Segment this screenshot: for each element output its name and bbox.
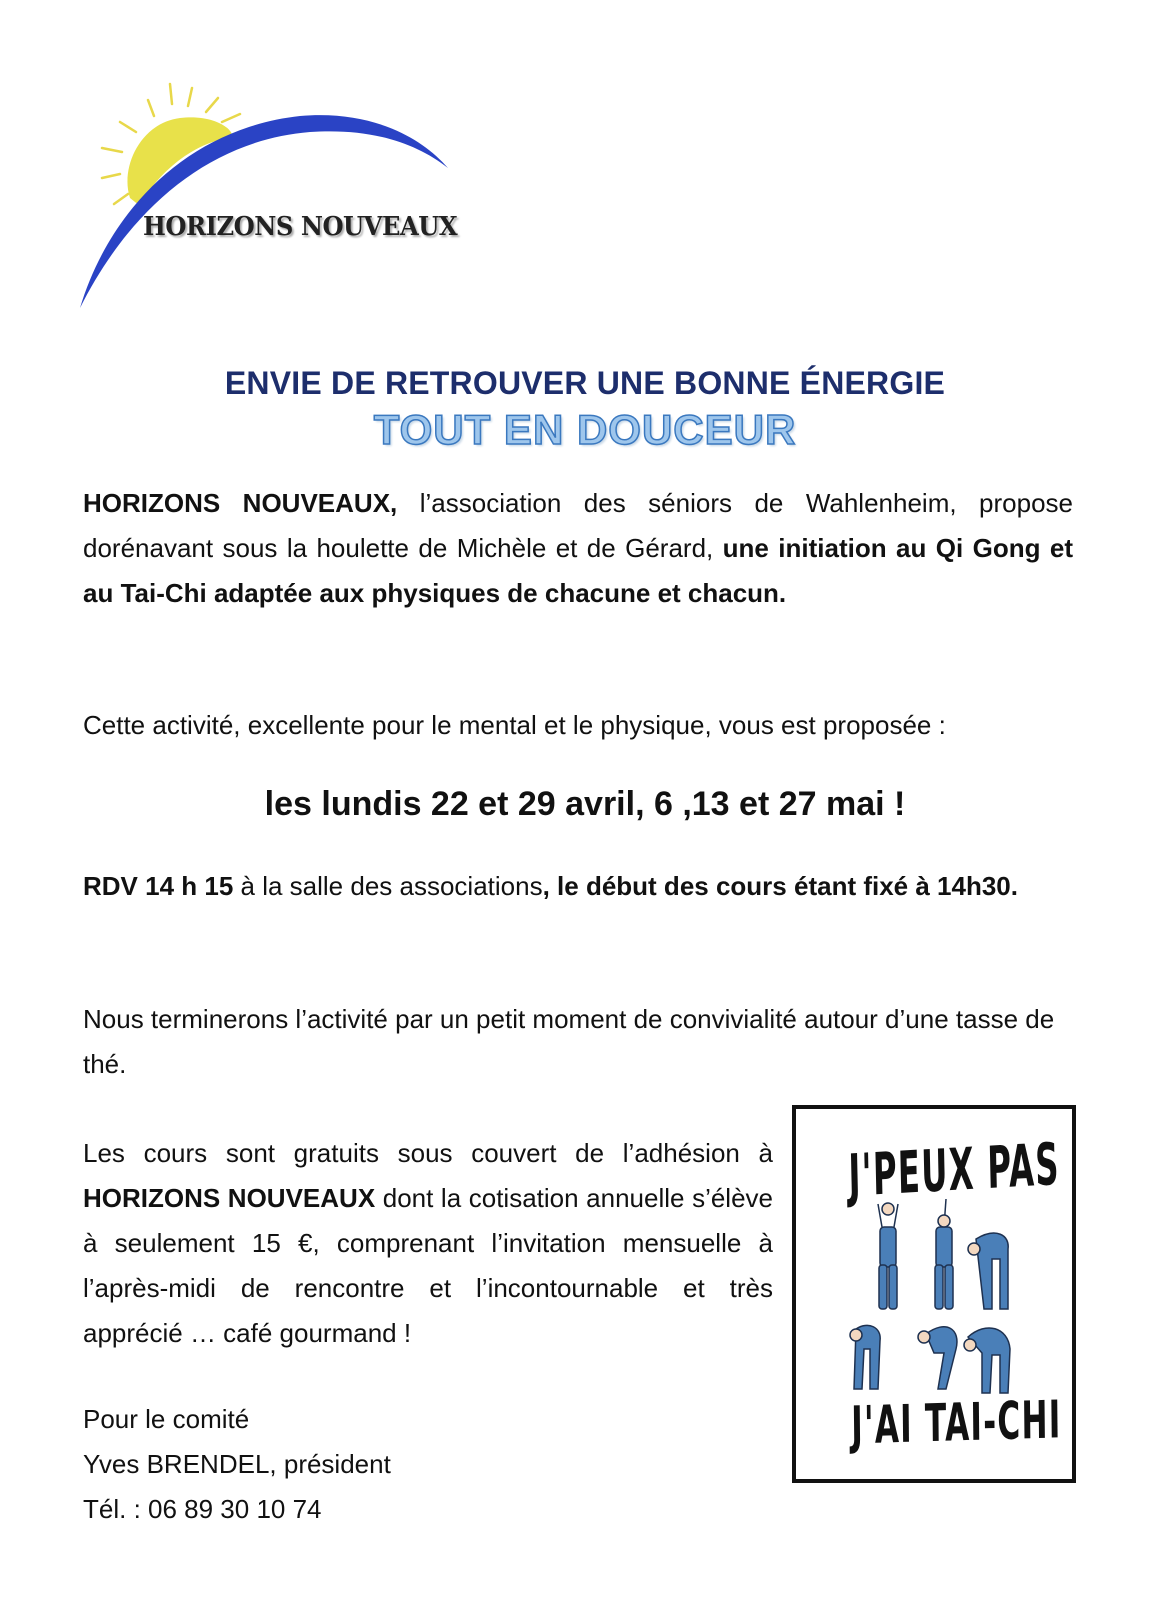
logo-text: HORIZONS NOUVEAUX [143,212,458,242]
rdv-paragraph [83,864,1073,909]
session-dates: les lundis 22 et 29 avril, 6 ,13 et 27 mai ! [264,785,906,823]
rdv-place: à la salle des associations [233,871,543,901]
signature-committee: Pour le comité [83,1404,250,1434]
intro-paragraph [83,481,1073,616]
poster-bottom-text: J'AI TAI-CHI [850,1390,1062,1457]
rdv-time: RDV 14 h 15 [83,871,234,901]
rdv-start: , le début des cours étant fixé à 14h30. [542,871,1018,901]
fees-paragraph [83,1131,773,1356]
fees-org-name: HORIZONS NOUVEAUX [83,1183,376,1213]
headline-sub: TOUT EN DOUCEUR [373,406,797,453]
horizons-nouveaux-logo [80,78,490,318]
signature-president: Yves BRENDEL, président [83,1449,391,1479]
intro-highlight: une initiation au Qi Gong et au Tai-Chi adaptée aux physiques de chacune et chacun. [83,533,1073,608]
poster-top-text: J'PEUX PAS [847,1129,1061,1210]
tai-chi-poster [792,1105,1076,1483]
signature-block [83,1397,483,1532]
fees-text-2: dont la cotisation annuelle s’élève à seulement 15 €, comprenant l’invitation mensuelle à l’après-midi de rencontre et l’incontournable et très apprécié … café gourmand ! [83,1183,773,1348]
activity-paragraph: Cette activité, excellente pour le mental et le physique, vous est proposée : [83,710,946,740]
sun-horizon-icon [80,78,490,318]
signature-phone: Tél. : 06 89 30 10 74 [83,1494,322,1524]
closing-paragraph: Nous terminerons l’activité par un petit moment de convivialité autour d’une tasse de thé. [83,1004,1055,1079]
intro-text: l’association des séniors de Wahlenheim, propose dorénavant sous la houlette de Michèle et de Gérard, [83,488,1073,563]
intro-org-name: HORIZONS NOUVEAUX, [83,488,398,518]
fees-text-1: Les cours sont gratuits sous couvert de l’adhésion à [83,1138,773,1168]
headline-main: ENVIE DE RETROUVER UNE BONNE ÉNERGIE [224,365,946,401]
